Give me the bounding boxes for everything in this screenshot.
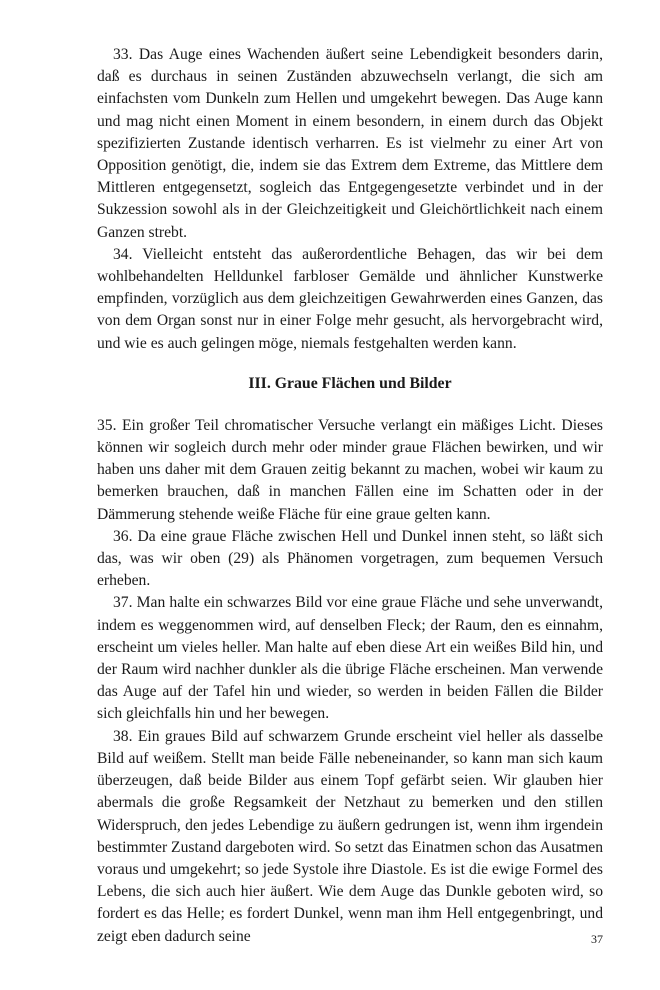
paragraph-36: 36. Da eine graue Fläche zwischen Hell und Dunkel innen steht, so läßt sich das, was wir oben (29) als Phänomen vorgetragen, zum bequemen Versuch erheben. xyxy=(97,527,603,590)
paragraph-35: 35. Ein großer Teil chromatischer Versuche verlangt ein mäßiges Licht. Dieses können wir sogleich durch mehr oder minder graue Flächen bewirken, und wir haben uns daher mit dem Grauen zeitig bekannt zu machen, wobei wir kaum zu bemerken brauchen, daß in manchen Fällen eine im Schatten oder in der Dämmerung stehende weiße Fläche für eine graue gelten kann. xyxy=(97,416,603,523)
paragraph-33: 33. Das Auge eines Wachenden äußert seine Lebendigkeit besonders darin, daß es durchaus in seinen Zuständen abzuwechseln verlangt, die sich am einfachsten vom Dunkeln zum Hellen und umgekehrt bewegen. Das Auge kann und mag nicht einen Moment in einem besondern, in einem durch das Objekt spezifizierten Zustande identisch verharren. Es ist vielmehr zu einer Art von Opposition genötigt, die, indem sie das Extrem dem Extreme, das Mittlere dem Mittleren entgegensetzt, sogleich das Entgegengesetzte verbindet und in der Sukzession sowohl als in der Gleichzeitigkeit und Gleichörtlichkeit nach einem Ganzen strebt. xyxy=(97,46,603,241)
section-heading: III. Graue Flächen und Bilder xyxy=(248,374,452,392)
paragraph-34: 34. Vielleicht entsteht das außerordentliche Behagen, das wir bei dem wohlbehandelten Helldunkel farbloser Gemälde und ähnlicher Kunstwerke empfinden, vorzüglich aus dem gleichzeitigen Gewahrwerden eines Ganzen, das von dem Organ sonst nur in einer Folge mehr gesucht, als hervorgebracht wird, und wie es auch gelingen möge, niemals festgehalten werden kann. xyxy=(97,245,603,352)
page-number: 37 xyxy=(591,932,603,946)
page-body xyxy=(97,44,603,948)
paragraph-37: 37. Man halte ein schwarzes Bild vor eine graue Fläche und sehe unverwandt, indem es weggenommen wird, auf denselben Fleck; der Raum, den es einnahm, erscheint um vieles heller. Man halte auf eben diese Art ein weißes Bild hin, und der Raum wird nachher dunkler als die übrige Fläche erscheinen. Man verwende das Auge auf der Tafel hin und wieder, so werden in beiden Fällen die Bilder sich gleichfalls hin und her bewegen. xyxy=(97,594,603,723)
paragraph-38: 38. Ein graues Bild auf schwarzem Grunde erscheint viel heller als dasselbe Bild auf weißem. Stellt man beide Fälle nebeneinander, so kann man sich kaum überzeugen, daß beide Bilder aus einem Topf gefärbt seien. Wir glauben hier abermals die große Regsamkeit der Netzhaut zu bemerken und den stillen Widerspruch, den jedes Lebendige zu äußern gedrungen ist, wenn ihm irgendein bestimmter Zustand dargeboten wird. So setzt das Einatmen schon das Ausatmen voraus und umgekehrt; so jede Systole ihre Diastole. Es ist die ewige Formel des Lebens, die sich auch hier äußert. Wie dem Auge das Dunkle geboten wird, so fordert es das Helle; es fordert Dunkel, wenn man ihm Hell entgegenbringt, und zeigt eben dadurch seine xyxy=(97,727,603,945)
